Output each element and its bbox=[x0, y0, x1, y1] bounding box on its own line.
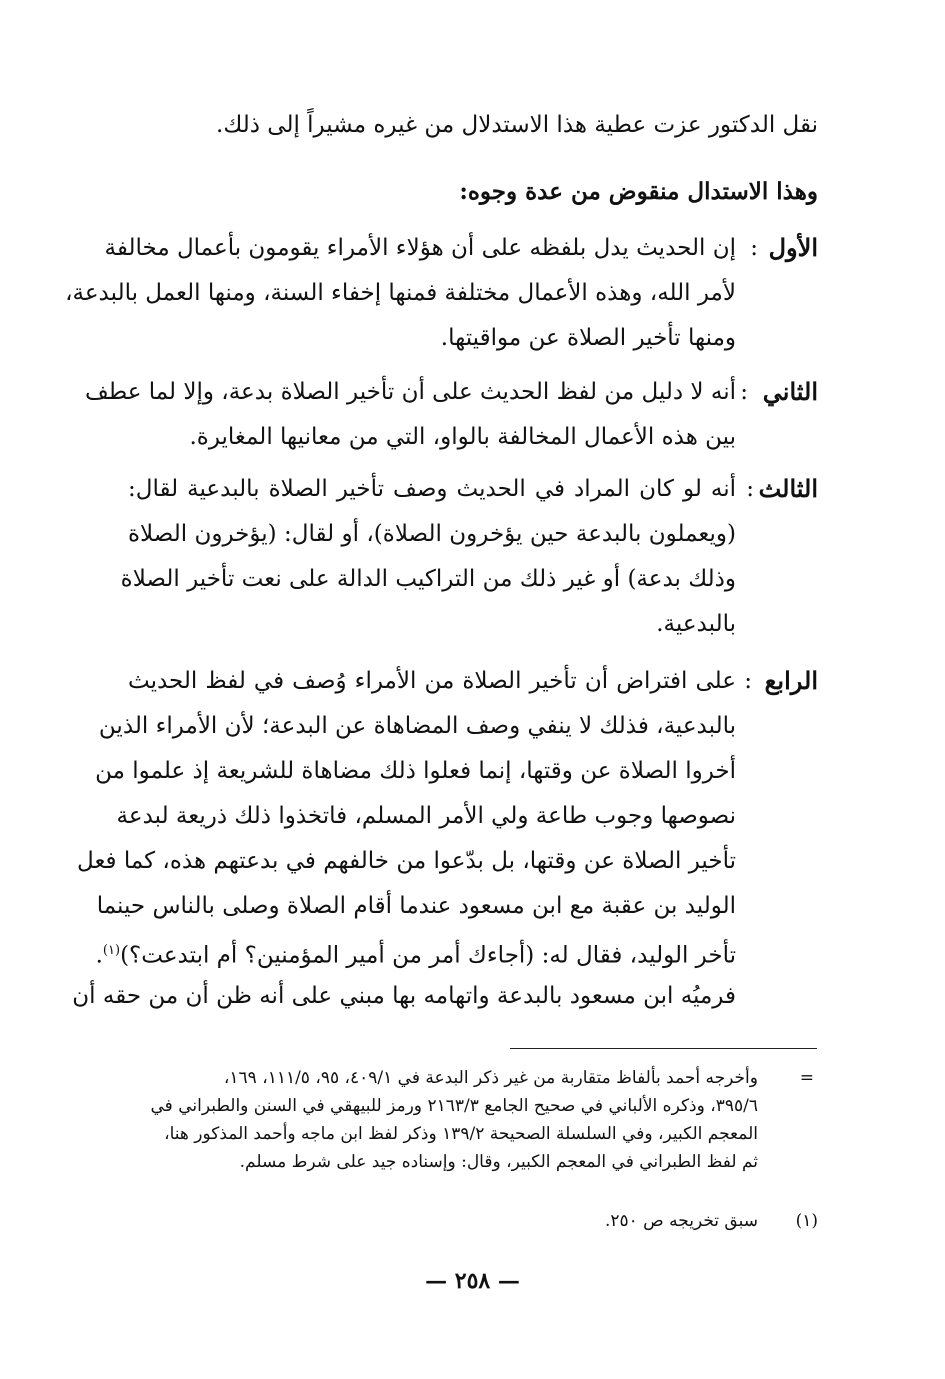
point-colon: : bbox=[740, 379, 748, 405]
point-label: الأول bbox=[768, 233, 818, 262]
point-line-text: تأخر الوليد، فقال له: (أجاءك أمر من أمير المؤمنين؟ أم ابتدعت؟) bbox=[120, 942, 736, 969]
point-colon: : bbox=[744, 668, 752, 694]
point-label: الرابع bbox=[764, 666, 818, 695]
point-line: نصوصها وجوب طاعة ولي الأمر المسلم، فاتخذوا ذلك ذريعة لبدعة bbox=[116, 803, 736, 829]
point-body bbox=[72, 661, 736, 1021]
point-line: فرميُه ابن مسعود بالبدعة واتهامه بها مبني على أنه ظن أن من حقه أن bbox=[72, 983, 736, 1009]
footnote-line: ثم لفظ الطبراني في المعجم الكبير، وقال: وإسناده جيد على شرط مسلم. bbox=[239, 1152, 758, 1172]
footnote-divider bbox=[510, 1048, 817, 1049]
point-body bbox=[65, 228, 736, 363]
point-line: وذلك بدعة) أو غير ذلك من التراكيب الدالة على نعت تأخير الصلاة bbox=[120, 566, 736, 592]
footnote-text bbox=[128, 1064, 758, 1176]
point-line: بالبدعية، فذلك لا ينفي وصف المضاهاة عن البدعة؛ لأن الأمراء الذين bbox=[98, 713, 736, 739]
point-line: أنه لو كان المراد في الحديث وصف تأخير الصلاة بالبدعية لقال: bbox=[128, 476, 736, 502]
footnote-text: سبق تخريجه ص ٢٥٠. bbox=[604, 1211, 758, 1231]
point-line: الوليد بن عقبة مع ابن مسعود عندما أقام الصلاة وصلى بالناس حينما bbox=[96, 893, 736, 919]
footnote-ref: (١) bbox=[102, 943, 121, 958]
point-line: بين هذه الأعمال المخالفة بالواو، التي من معانيها المغايرة. bbox=[189, 424, 736, 450]
point-line: على افتراض أن تأخير الصلاة من الأمراء وُصف في لفظ الحديث bbox=[128, 668, 736, 694]
point-body bbox=[85, 372, 736, 462]
footnote-continuation bbox=[128, 1064, 818, 1196]
point-line: إن الحديث يدل بلفظه على أن هؤلاء الأمراء يقومون بأعمال مخالفة bbox=[104, 235, 736, 261]
point-label: الثاني bbox=[762, 377, 818, 406]
continuation-mark: = bbox=[799, 1068, 814, 1088]
section-heading: وهذا الاستدال منقوض من عدة وجوه: bbox=[459, 178, 818, 205]
point-line: أنه لا دليل من لفظ الحديث على أن تأخير الصلاة بدعة، وإلا لما عطف bbox=[85, 379, 736, 405]
footnote-line: ٣٩٥/٦، وذكره الألباني في صحيح الجامع ٢١٦٣/٣ ورمز للبيهقي في السنن والطبراني في bbox=[150, 1096, 758, 1116]
point-line: أخروا الصلاة عن وقتها، إنما فعلوا ذلك مضاهاة للشريعة إذ علموا من bbox=[95, 758, 736, 784]
point-line: ومنها تأخير الصلاة عن مواقيتها. bbox=[440, 325, 736, 351]
footnote-marker: (١) bbox=[795, 1211, 818, 1231]
intro-line: نقل الدكتور عزت عطية هذا الاستدلال من غيره مشيراً إلى ذلك. bbox=[216, 112, 818, 138]
point-colon: : bbox=[746, 476, 754, 502]
point-line: تأخر الوليد، فقال له: (أجاءك أمر من أمير المؤمنين؟ أم ابتدعت؟)$^{(١)}$. bbox=[95, 942, 736, 969]
footnote-line: وأخرجه أحمد بألفاظ متقاربة من غير ذكر البدعة في ٤٠٩/١، ٩٥، ١١١/٥، ١٦٩، bbox=[223, 1068, 758, 1088]
point-line: لأمر الله، وهذه الأعمال مختلفة فمنها إخفاء السنة، ومنها العمل بالبدعة، bbox=[65, 280, 736, 306]
point-line: بالبدعية. bbox=[656, 611, 736, 637]
point-line: تأخير الصلاة عن وقتها، بل بدّعوا من خالفهم في بدعتهم هذه، كما فعل bbox=[77, 848, 736, 874]
footnote-1 bbox=[128, 1207, 818, 1237]
point-label: الثالث bbox=[758, 474, 818, 503]
footnote-line: المعجم الكبير، وفي السلسلة الصحيحة ١٣٩/٢ وذكر لفظ ابن ماجه وأحمد المذكور هنا، bbox=[164, 1124, 758, 1144]
point-colon: : bbox=[750, 235, 758, 261]
page-number: — ٢٥٨ — bbox=[425, 1268, 520, 1294]
point-body bbox=[120, 469, 736, 649]
point-line: (ويعملون بالبدعة حين يؤخرون الصلاة)، أو لقال: (يؤخرون الصلاة bbox=[128, 521, 736, 547]
